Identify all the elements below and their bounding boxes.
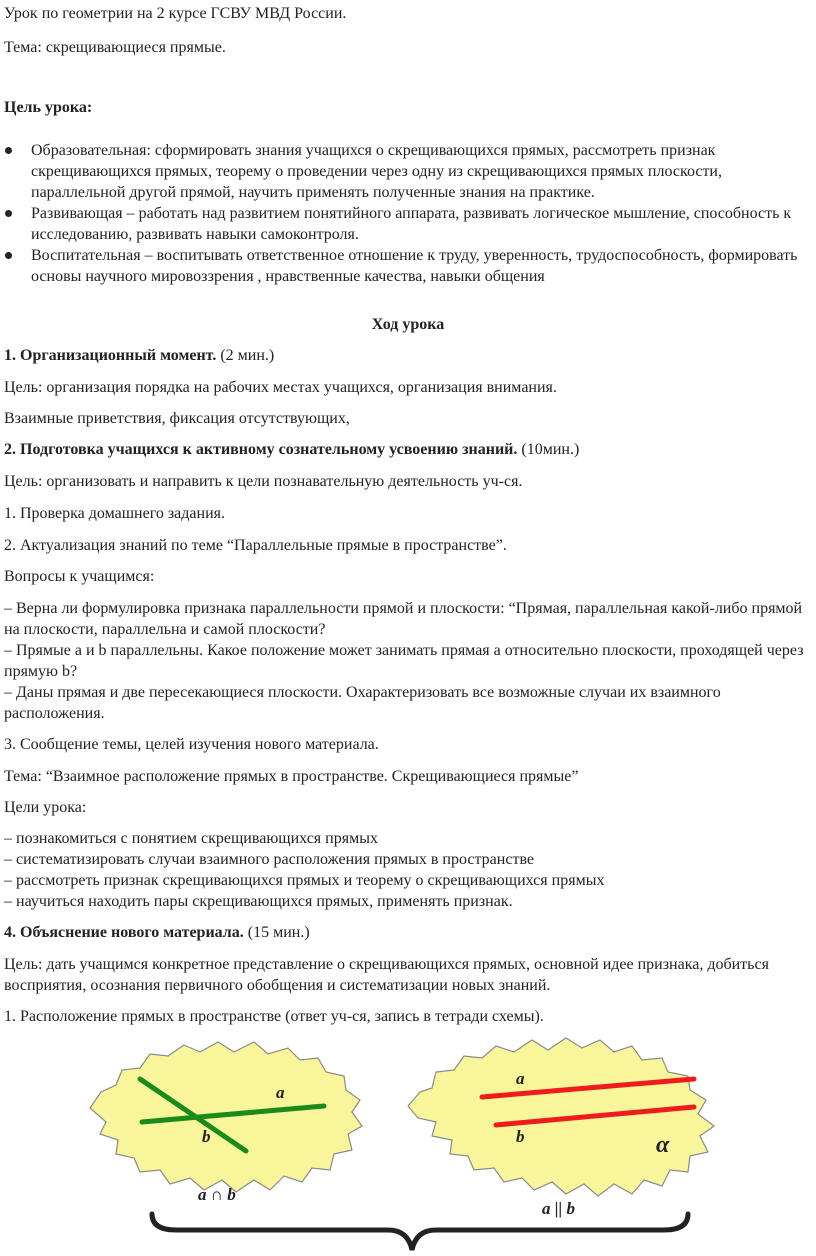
label-a-left: a [276, 1083, 285, 1102]
curly-brace [152, 1214, 688, 1250]
lesson-header: Урок по геометрии на 2 курсе ГСВУ МВД России. [4, 5, 347, 22]
section-2-goal: Цель: организовать и направить к цели познавательную деятельность уч-ся. [4, 473, 523, 490]
section-2-item-1: 1. Проверка домашнего задания. [4, 505, 225, 522]
lesson-goal-3: – рассмотреть признак скрещивающихся прямых и теорему о скрещивающихся прямых [4, 872, 605, 889]
section-4-goal: Цель: дать учащимся конкретное представление о скрещивающихся прямых, основной идее признака, добиться восприятия, осознания первичного обобщения и систематизации новых знаний. [4, 956, 769, 994]
lesson-goal-1: – познакомиться с понятием скрещивающихся прямых [4, 830, 378, 847]
lesson-goal-2: – систематизировать случаи взаимного расположения прямых в пространстве [4, 851, 534, 868]
bullet-icon [5, 252, 12, 259]
caption-intersect: a ∩ b [198, 1185, 236, 1204]
section-1-text: Взаимные приветствия, фиксация отсутствующих, [4, 410, 350, 427]
lesson-topic: Тема: скрещивающиеся прямые. [4, 39, 226, 56]
lines-position-figure [0, 1030, 816, 1256]
caption-parallel: a || b [542, 1199, 575, 1218]
goals-list [0, 140, 812, 287]
section-2-title: 2. Подготовка учащихся к активному сознательному усвоению знаний. (10мин.) [4, 441, 580, 458]
section-2-item-2: 2. Актуализация знаний по теме “Параллельные прямые в пространстве”. [4, 537, 507, 554]
bullet-icon [5, 210, 12, 217]
lesson-goals-heading: Цели урока: [4, 799, 87, 816]
course-heading: Ход урока [371, 316, 445, 333]
bullet-icon [5, 147, 12, 154]
label-a-right: a [516, 1069, 525, 1088]
goal-item: Образовательная: сформировать знания учащихся о скрещивающихся прямых, рассмотреть признак скрещивающихся прямых, теорему о проведении через одну из скрещивающихся прямых плоскости, параллельной другой прямой, научить применять полученные знания на практике. [0, 140, 812, 203]
goals-heading: Цель урока: [4, 99, 93, 116]
section-4-title: 4. Объяснение нового материала. (15 мин.) [4, 924, 310, 941]
section-4-item-1: 1. Расположение прямых в пространстве (ответ уч-ся, запись в тетради схемы). [4, 1008, 544, 1025]
lesson-goal-4: – научиться находить пары скрещивающихся прямых, применять признак. [4, 893, 513, 910]
question-3: – Даны прямая и две пересекающиеся плоскости. Охарактеризовать все возможные случаи их взаимного расположения. [4, 684, 721, 722]
section-2-item-3: 3. Сообщение темы, целей изучения нового материала. [4, 736, 379, 753]
section-1-title: 1. Организационный момент. (2 мин.) [4, 347, 275, 364]
label-b-left: b [202, 1127, 211, 1146]
question-2: – Прямые a и b параллельны. Какое положение может занимать прямая a относительно плоскости, проходящей через прямую b? [4, 642, 804, 680]
question-1: – Верна ли формулировка признака параллельности прямой и плоскости: “Прямая, параллельная какой-либо прямой на плоскости, параллельна и самой плоскости? [4, 600, 803, 638]
label-alpha-right: α [656, 1132, 670, 1158]
label-b-right: b [516, 1127, 525, 1146]
section-1-goal: Цель: организация порядка на рабочих местах учащихся, организация внимания. [4, 379, 557, 396]
goal-item: Развивающая – работать над развитием понятийного аппарата, развивать логическое мышление, способность к исследованию, развивать навыки самоконтроля. [0, 203, 812, 245]
section-2-theme: Тема: “Взаимное расположение прямых в пространстве. Скрещивающиеся прямые” [4, 768, 579, 785]
goal-item: Воспитательная – воспитывать ответственное отношение к труду, уверенность, трудоспособность, формировать основы научного мировоззрения , нравственные качества, навыки общения [0, 245, 812, 287]
questions-heading: Вопросы к учащимся: [4, 568, 155, 585]
